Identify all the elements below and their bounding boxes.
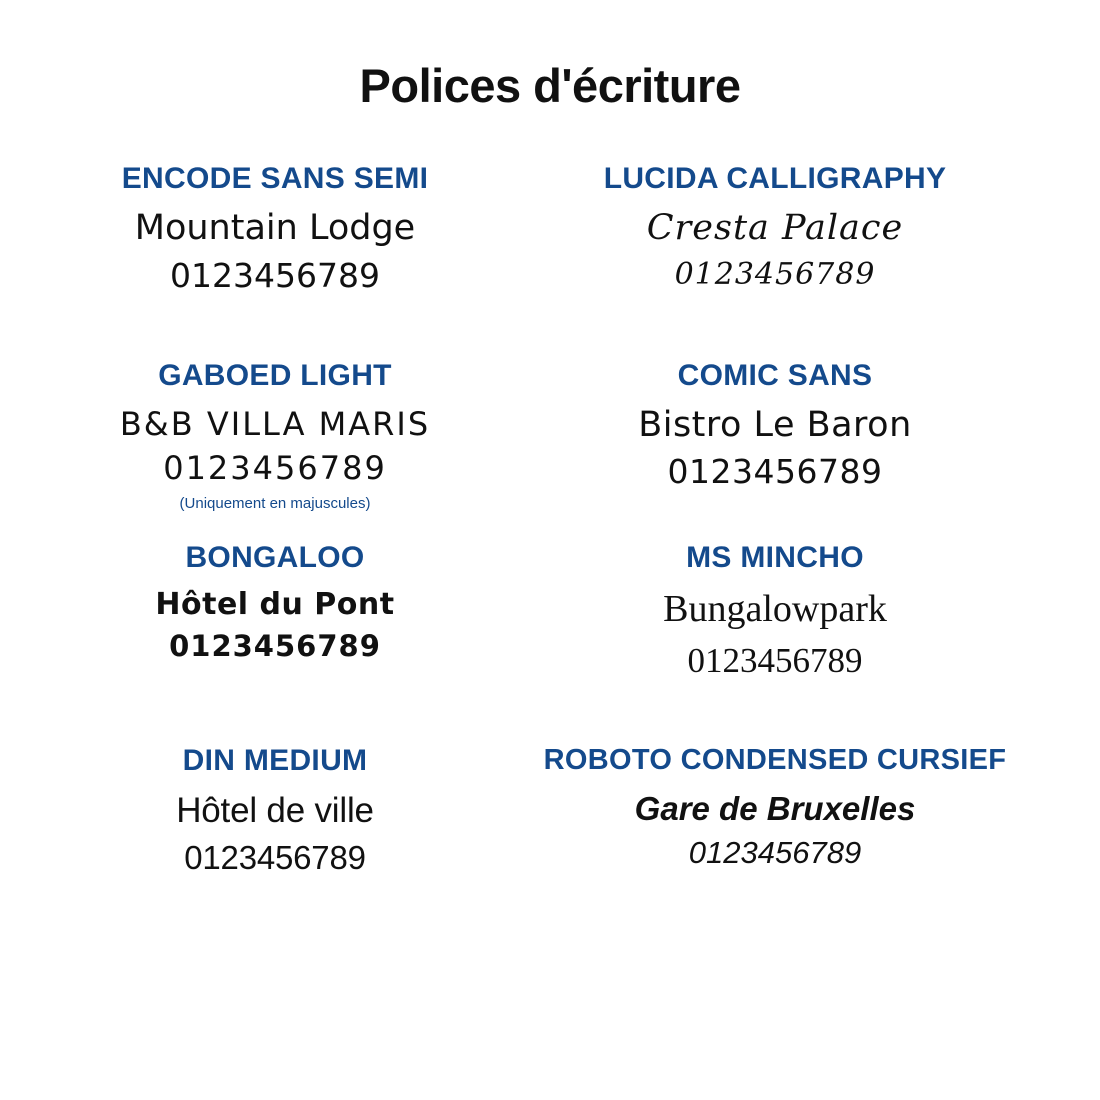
font-sample-text: Bungalowpark — [663, 588, 887, 631]
font-card-ms-mincho — [525, 540, 1025, 683]
font-card-bongaloo — [25, 540, 525, 683]
font-sample-digits: 0123456789 — [674, 256, 876, 292]
font-name: BONGALOO — [185, 541, 365, 575]
font-sample-digits: 0123456789 — [667, 452, 883, 492]
row-spacer — [25, 512, 1025, 540]
font-sample-text: Gare de Bruxelles — [634, 790, 916, 828]
font-name: LUCIDA CALLIGRAPHY — [603, 162, 947, 195]
font-sample-text: Hôtel de ville — [176, 791, 374, 831]
row-spacer — [25, 683, 1025, 743]
font-card-roboto-condensed-cursief — [525, 743, 1025, 880]
font-sample-digits: 0123456789 — [688, 835, 862, 871]
font-sample-text: Mountain Lodge — [134, 208, 416, 248]
font-sample-digits: 0123456789 — [163, 448, 387, 487]
page-title: Polices d'écriture — [359, 59, 741, 112]
font-name: ENCODE SANS SEMI — [121, 162, 429, 195]
font-sample-digits: 0123456789 — [184, 838, 366, 876]
font-sample-text: Bistro Le Baron — [638, 404, 912, 445]
font-grid — [0, 161, 1100, 880]
font-card-din-medium — [25, 743, 525, 880]
font-card-encode-sans-semi — [25, 161, 525, 298]
font-name: DIN MEDIUM — [182, 744, 368, 778]
font-name: ROBOTO CONDENSED CURSIEF — [543, 744, 1007, 777]
font-sample-text: Hôtel du Pont — [155, 587, 395, 623]
row-spacer — [25, 298, 1025, 358]
font-name: GABOED LIGHT — [158, 358, 392, 392]
font-sample-digits: 0123456789 — [169, 628, 381, 663]
font-card-lucida-calligraphy — [525, 161, 1025, 298]
font-name: COMIC SANS — [677, 358, 873, 392]
font-sample-digits: 0123456789 — [170, 255, 380, 295]
font-name: MS MINCHO — [686, 541, 864, 575]
font-card-gaboed-light — [25, 358, 525, 513]
font-sample-text: Cresta Palace — [646, 208, 904, 248]
font-sample-text: B&B VILLA MARIS — [119, 404, 431, 443]
font-card-comic-sans — [525, 358, 1025, 513]
font-sample-digits: 0123456789 — [687, 640, 863, 680]
font-usage-note: (Uniquement en majuscules) — [179, 495, 371, 513]
